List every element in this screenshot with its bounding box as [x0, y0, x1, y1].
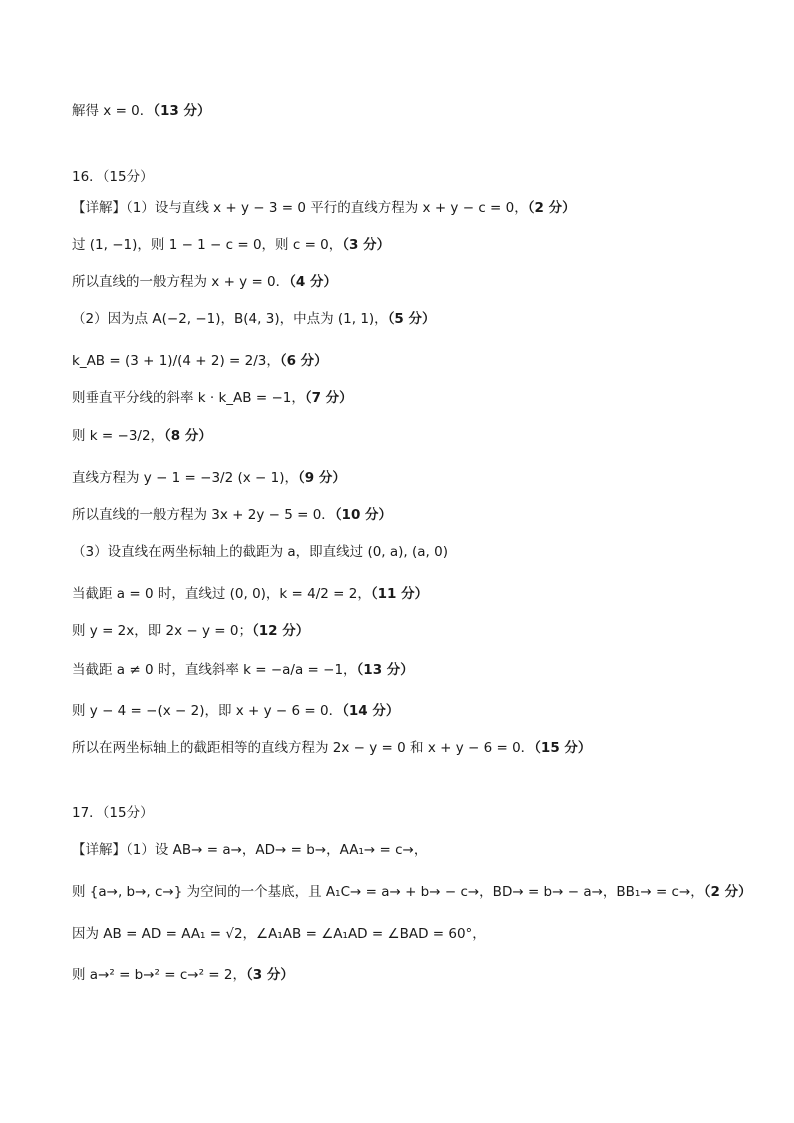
line-score: （4 分）: [289, 274, 337, 290]
line-score: （12 分）: [252, 623, 310, 639]
line-score: （13 分）: [356, 662, 414, 678]
line-8: [72, 387, 754, 409]
line-text: 则 y = 2x，即 2x − y = 0；: [72, 623, 252, 639]
line-text: 则 a→² = b→² = c→² = 2，: [72, 967, 246, 983]
line-9: [72, 425, 754, 447]
line-score: （2 分）: [527, 200, 576, 216]
line-text: 则 k = −3/2，: [72, 428, 165, 444]
line-text: （2）因为点 A(−2, −1)，B(4, 3)，中点为 (1, 1)，: [72, 311, 388, 327]
line-text: 所以直线的一般方程为 x + y = 0．: [72, 274, 290, 290]
line-2-heading: [72, 166, 754, 188]
line-score: （3 分）: [246, 967, 294, 983]
line-text: 则垂直平分线的斜率 k · k_AB = −1，: [72, 390, 305, 406]
line-score: （14 分）: [342, 703, 400, 719]
line-score: （6 分）: [279, 353, 328, 369]
line-6: [72, 308, 754, 330]
line-score: （8 分）: [164, 428, 212, 444]
line-21: [72, 923, 754, 945]
line-10: [72, 467, 754, 489]
line-text: 因为 AB = AD = AA₁ = √2，∠A₁AB = ∠A₁AD = ∠BAD = 60°，: [72, 926, 486, 942]
line-text: 【详解】（1）设与直线 x + y − 3 = 0 平行的直线方程为 x + y − c = 0，: [72, 200, 528, 216]
line-text: （3）设直线在两坐标轴上的截距为 a，即直线过 (0, a), (a, 0): [72, 544, 448, 560]
line-13: [72, 583, 754, 605]
line-1: [72, 100, 754, 122]
line-4: [72, 234, 754, 256]
line-score: （11 分）: [370, 586, 429, 602]
line-22: [72, 964, 754, 986]
line-7: [72, 350, 754, 372]
line-text: 则 {a→, b→, c→} 为空间的一个基底，且 A₁C→ = a→ + b→ − c→，BD→ = b→ − a→，BB₁→ = c→，: [72, 884, 704, 900]
line-text: 当截距 a ≠ 0 时，直线斜率 k = −a/a = −1，: [72, 662, 357, 678]
line-text: 当截距 a = 0 时，直线过 (0, 0)，k = 4/2 = 2，: [72, 586, 371, 602]
line-text: 所以直线的一般方程为 3x + 2y − 5 = 0．: [72, 507, 335, 523]
line-3: [72, 197, 754, 219]
line-text: 则 y − 4 = −(x − 2)，即 x + y − 6 = 0．: [72, 703, 343, 719]
line-text: 【详解】（1）设 AB→ = a→，AD→ = b→，AA₁→ = c→，: [72, 842, 428, 858]
line-11: [72, 504, 754, 526]
line-score: （9 分）: [298, 470, 346, 486]
line-14: [72, 620, 754, 642]
line-score: （15 分）: [534, 740, 592, 756]
line-12: [72, 541, 754, 563]
line-18-heading: [72, 802, 754, 824]
line-score: （13 分）: [153, 103, 211, 119]
line-score: （3 分）: [342, 237, 391, 253]
line-text: 所以在两坐标轴上的截距相等的直线方程为 2x − y = 0 和 x + y − 6 = 0．: [72, 740, 535, 756]
line-5: [72, 271, 754, 293]
line-text: 过 (1, −1)，则 1 − 1 − c = 0，则 c = 0，: [72, 237, 343, 253]
line-text: k_AB = (3 + 1)/(4 + 2) = 2/3，: [72, 353, 280, 369]
line-score: （10 分）: [334, 507, 393, 523]
line-19: [72, 839, 754, 861]
line-text: 直线方程为 y − 1 = −3/2 (x − 1)，: [72, 470, 298, 486]
line-text: 17．（15分）: [72, 805, 154, 821]
line-text: 解得 x = 0．: [72, 103, 154, 119]
line-text: 16．（15分）: [72, 169, 154, 185]
line-20: [72, 881, 754, 903]
line-15: [72, 659, 754, 681]
line-score: （2 分）: [703, 884, 752, 900]
line-score: （7 分）: [304, 390, 353, 406]
line-17: [72, 737, 754, 759]
line-16: [72, 700, 754, 722]
line-score: （5 分）: [387, 311, 436, 327]
